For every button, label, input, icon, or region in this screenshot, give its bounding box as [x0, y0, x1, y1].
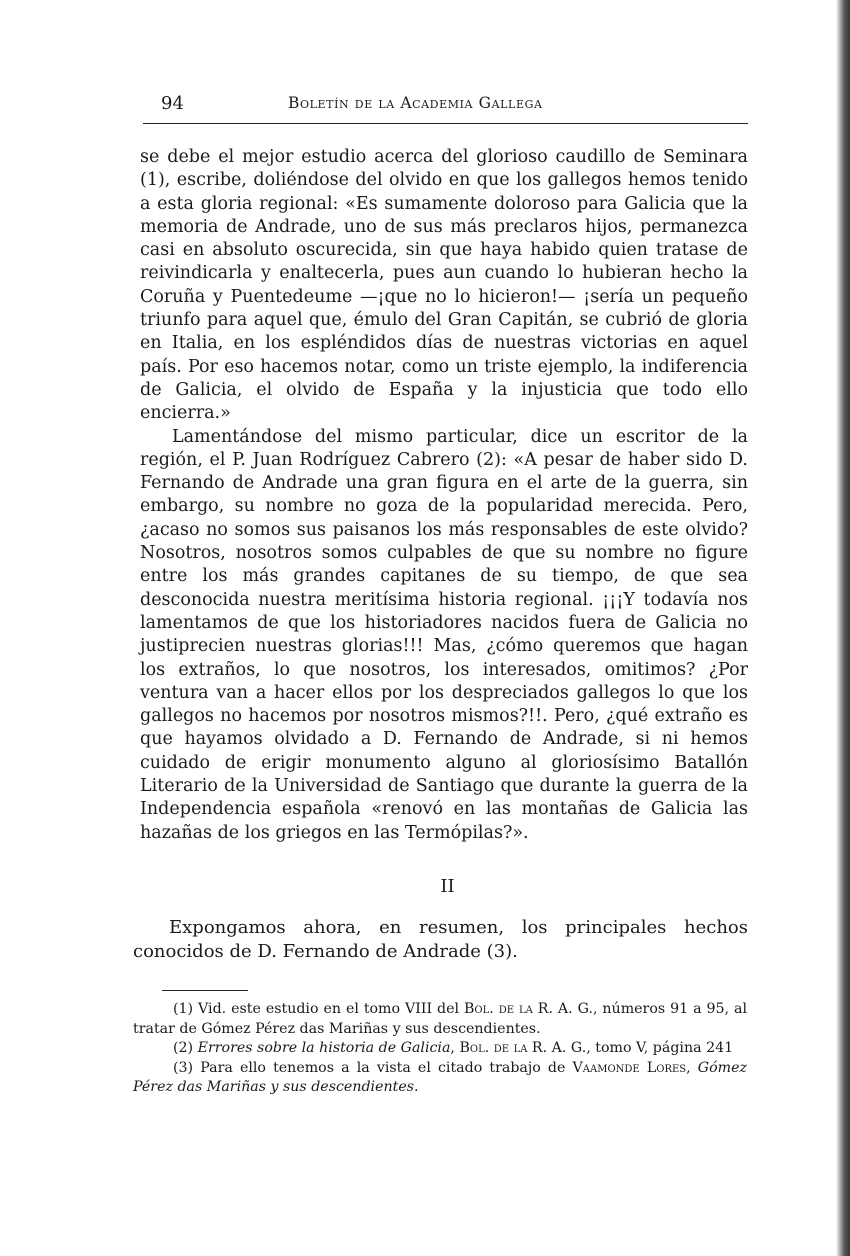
footnotes	[133, 1000, 747, 1098]
footnote-rule	[162, 990, 248, 991]
footnote-3-end: .	[414, 1079, 419, 1095]
footnote-2-title: Errores sobre la historia de Galicia	[197, 1040, 451, 1056]
page-number: 94	[161, 93, 184, 114]
footnote-1-text-a: (1) Vid. este estudio en el tomo VIII del	[173, 1001, 464, 1017]
footnote-2	[133, 1039, 747, 1059]
paragraph-1: se debe el mejor estudio acerca del glorioso caudillo de Seminara (1), escribe, doliéndose del olvido en que los gallegos hemos tenido a esta gloria regional: «Es sumamente doloroso para Galicia que la memoria de Andrade, uno de sus más preclaros hijos, permanezca casi en absoluto oscurecida, sin que haya habido quien tratase de reivindicarla y enaltecerla, pues aun cuando lo hubieran hecho la Coruña y Puentedeume —¡que no lo hicieron!— ¡sería un pequeño triunfo para aquel que, émulo del Gran Capitán, se cubrió de gloria en Italia, en los espléndidos días de nuestras victorias en aquel país. Por eso hacemos notar, como un triste ejemplo, la indiferencia de Galicia, el olvido de España y la injusticia que todo ello encierra.»	[140, 147, 748, 424]
section-text	[133, 916, 748, 964]
footnote-1	[133, 1000, 747, 1039]
section-heading: II	[440, 876, 455, 897]
footnote-2-sep: ,	[450, 1040, 460, 1056]
header-rule	[143, 123, 748, 124]
footnote-3-text-a: (3) Para ello tenemos a la vista el citado trabajo de	[173, 1059, 573, 1076]
footnote-2-marker: (2)	[173, 1040, 198, 1056]
footnote-3-author: Vaamonde Lores	[572, 1059, 687, 1076]
footnote-2-text-e: , tomo V, página 241	[586, 1040, 734, 1056]
footnote-3-title: Gómez Pérez das Mariñas y sus descendientes	[133, 1059, 747, 1095]
paragraph-2: Lamentándose del mismo particular, dice un escritor de la región, el P. Juan Rodríguez Cabrero (2): «A pesar de haber sido D. Fernando de Andrade una gran figura en el arte de la guerra, sin embargo, su nombre no goza de la popularidad merecida. Pero, ¿acaso no somos sus paisanos los más responsables de este olvido? Nosotros, nosotros somos culpables de que su nombre no figure entre los más grandes capitanes de su tiempo, de que sea desconocida nuestra meritísima historia regional. ¡¡¡Y todavía nos lamentamos de que los historiadores nacidos fuera de Galicia no justiprecien nuestras glorias!!! Mas, ¿cómo queremos que hagan los extraños, lo que nosotros, los interesados, omitimos? ¿Por ventura van a hacer ellos por los despreciados gallegos lo que los gallegos no hacemos por nosotros mismos?!!. Pero, ¿qué extraño es que hayamos olvidado a D. Fernando de Andrade, si ni hemos cuidado de erigir monumento alguno al gloriosísimo Batallón Literario de la Universidad de Santiago que durante la guerra de la Independencia española «renovó en las montañas de Galicia las hazañas de los griegos en las Termópilas?».	[140, 426, 748, 843]
footnote-3-sep: ,	[686, 1059, 698, 1076]
footnote-1-journal: Bol. de la R. A. G.	[463, 1001, 593, 1017]
running-title: Boletín de la Academia Gallega	[288, 94, 543, 112]
scan-edge-shadow	[836, 0, 850, 1256]
footnote-3	[133, 1059, 747, 1098]
section-paragraph: Expongamos ahora, en resumen, los principales hechos conocidos de D. Fernando de Andrade (3).	[133, 917, 748, 962]
footnote-1-text-c: , números 91 a 95, al tratar de Gómez Pérez das Mariñas y sus descendientes.	[133, 1001, 748, 1037]
footnote-2-journal: Bol. de la R. A. G.	[459, 1040, 587, 1056]
main-text	[140, 146, 748, 845]
